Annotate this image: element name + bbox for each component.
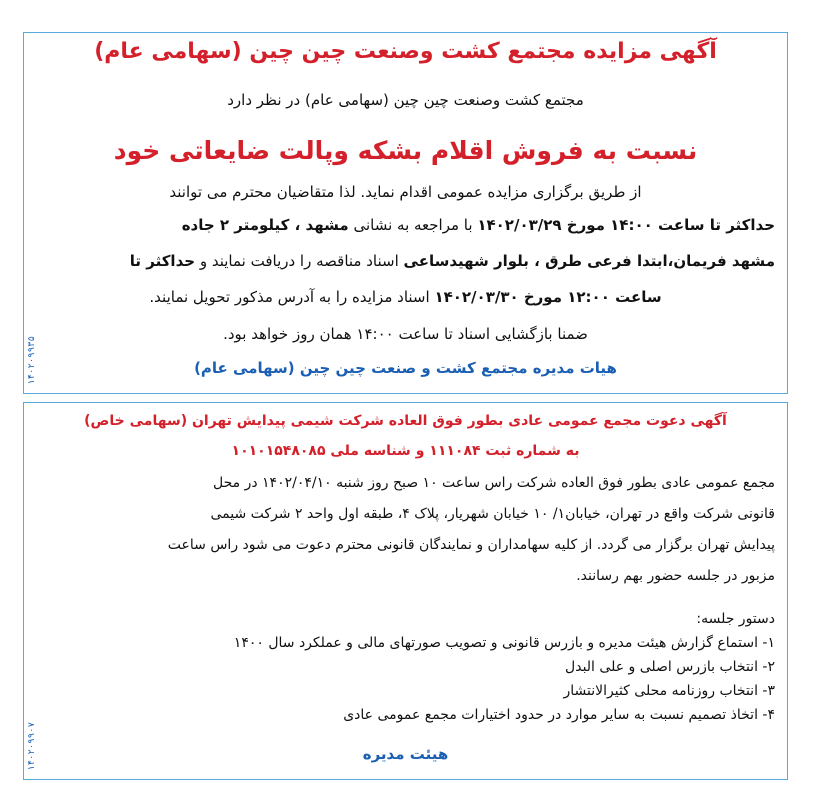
agenda-item-3: ۳- انتخاب روزنامه محلی کثیرالانتشار	[563, 683, 775, 699]
address: مشهد فریمان،ابتدا فرعی طرق ، بلوار شهیدساعی	[403, 252, 775, 270]
deadline-receive: حداکثر تا ساعت ۱۴:۰۰ مورخ ۱۴۰۲/۰۳/۲۹	[477, 216, 775, 234]
body-line-4: مزبور در جلسه حضور بهم رسانند.	[576, 568, 775, 584]
auction-line-3: حداکثر تا ساعت ۱۴:۰۰ مورخ ۱۴۰۲/۰۳/۲۹ با مراجعه به نشانی مشهد ، کیلومتر ۲ جاده	[181, 216, 775, 234]
agenda-title: دستور جلسه:	[696, 611, 775, 627]
meeting-signature: هیئت مدیره	[362, 745, 449, 763]
body-line-1: مجمع عمومی عادی بطور فوق العاده شرکت راس ساعت ۱۰ صبح روز شنبه ۱۴۰۲/۰۴/۱۰ در محل	[212, 475, 775, 491]
auction-headline: نسبت به فروش اقلام بشکه وپالت ضایعاتی خود	[113, 136, 698, 165]
auction-ref-number: ۱۴۰۲۰۹۹۳۵	[27, 336, 37, 385]
auction-signature: هیات مدیره مجتمع کشت و صنعت چین چین (سهامی عام)	[194, 359, 617, 377]
agenda-item-4: ۴- اتخاذ تصمیم نسبت به سایر موارد در حدود اختیارات مجمع عمومی عادی	[343, 707, 775, 723]
auction-line-6: ضمنا بازگشایی اسناد تا ساعت ۱۴:۰۰ همان روز خواهد بود.	[223, 325, 588, 343]
auction-line-5: ساعت ۱۲:۰۰ مورخ ۱۴۰۲/۰۳/۳۰ اسناد مزایده را به آدرس مذکور تحویل نمایند.	[149, 288, 662, 306]
agenda-item-2: ۲- انتخاب بازرس اصلی و علی البدل	[565, 659, 775, 675]
auction-intro: مجتمع کشت وصنعت چین چین (سهامی عام) در نظر دارد	[227, 91, 584, 109]
body-line-2: قانونی شرکت واقع در تهران، خیابان۱/ ۱۰ خیابان شهریار، پلاک ۴، طبقه اول واحد ۲ شرکت شیمی	[210, 506, 775, 522]
agenda-item-1: ۱- استماع گزارش هیئت مدیره و بازرس قانونی و تصویب صورتهای مالی و عملکرد سال ۱۴۰۰	[233, 635, 775, 651]
auction-line-2: از طریق برگزاری مزایده عمومی اقدام نماید. لذا متقاضیان محترم می توانند	[169, 183, 642, 201]
meeting-title: آگهی دعوت مجمع عمومی عادی بطور فوق العاده شرکت شیمی پیدایش تهران (سهامی خاص)	[84, 413, 727, 429]
meeting-ref-number: ۱۴۰۲۰۹۹۰۷	[27, 722, 37, 771]
body-line-3: پیدایش تهران برگزار می گردد. از کلیه سهامداران و نمایندگان قانونی محترم دعوت می شود راس ساعت	[167, 537, 775, 553]
deadline-deliver: ساعت ۱۲:۰۰ مورخ ۱۴۰۲/۰۳/۳۰	[434, 288, 662, 306]
auction-title: آگهی مزایده مجتمع کشت وصنعت چین چین (سهامی عام)	[94, 39, 717, 64]
auction-line-4: مشهد فریمان،ابتدا فرعی طرق ، بلوار شهیدساعی اسناد مناقصه را دریافت نمایند و حداکثر تا	[129, 252, 775, 270]
auction-notice-box	[23, 32, 788, 394]
meeting-notice-box	[23, 402, 788, 780]
meeting-subtitle: به شماره ثبت ۱۱۱۰۸۴ و شناسه ملی ۱۰۱۰۱۵۴۸۰۸۵	[231, 443, 580, 459]
